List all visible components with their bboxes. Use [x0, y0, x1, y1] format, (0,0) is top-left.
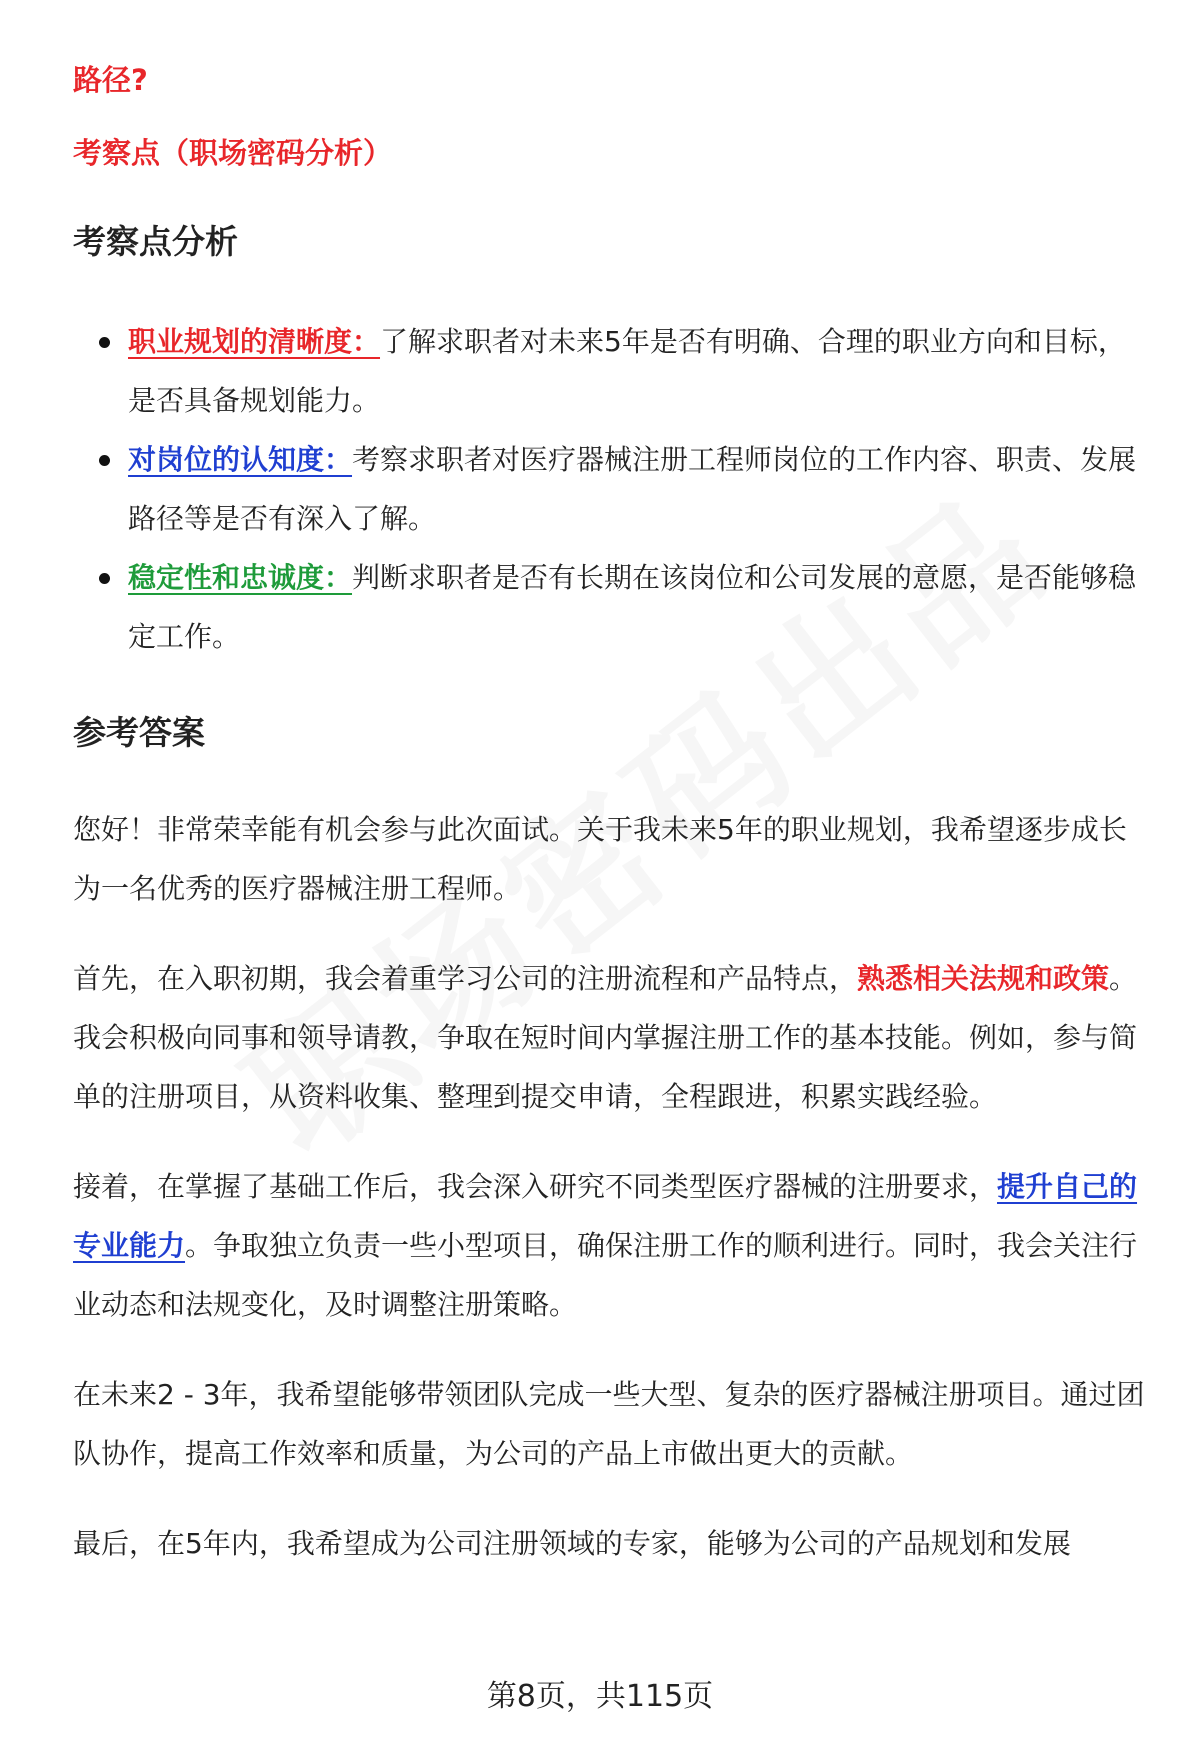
list-item — [128, 548, 1148, 666]
analysis-points-list — [73, 312, 1148, 666]
bullet-icon — [99, 455, 110, 466]
answer-title: 参考答案 — [73, 713, 205, 752]
highlight-skills: 提升自己的专业能力 — [73, 1170, 1138, 1262]
heading-points: 考察点（职场密码分析） — [73, 136, 393, 170]
list-item — [128, 312, 1148, 430]
answer-paragraph-1: 您好！非常荣幸能有机会参与此次面试。关于我未来5年的职业规划，我希望逐步成长为一名优秀的医疗器械注册工程师。 — [73, 813, 1127, 905]
answer-paragraph-2 — [73, 949, 1148, 1126]
list-item — [128, 430, 1148, 548]
point-term: 职业规划的清晰度： — [128, 325, 381, 358]
point-text: 考察求职者对医疗器械注册工程师岗位的工作内容、职责、发展路径等是否有深入了解。 — [128, 443, 1137, 535]
point-text: 判断求职者是否有长期在该岗位和公司发展的意愿，是否能够稳定工作。 — [128, 561, 1137, 653]
page-content — [73, 56, 1148, 1573]
paragraph-text: 接着，在掌握了基础工作后，我会深入研究不同类型医疗器械的注册要求， — [73, 1170, 998, 1203]
page-number: 第8页，共115页 — [486, 1679, 714, 1714]
paragraph-text: 。争取独立负责一些小型项目，确保注册工作的顺利进行。同时，我会关注行业动态和法规变化，及时调整注册策略。 — [73, 1229, 1138, 1321]
analysis-title: 考察点分析 — [73, 222, 238, 261]
bullet-icon — [99, 573, 110, 584]
answer-paragraph-4: 在未来2 - 3年，我希望能够带领团队完成一些大型、复杂的医疗器械注册项目。通过团队协作，提高工作效率和质量，为公司的产品上市做出更大的贡献。 — [73, 1378, 1145, 1470]
paragraph-text: 。我会积极向同事和领导请教，争取在短时间内掌握注册工作的基本技能。例如，参与简单的注册项目，从资料收集、整理到提交申请，全程跟进，积累实践经验。 — [73, 962, 1138, 1113]
point-term: 对岗位的认知度： — [128, 443, 353, 476]
point-term: 稳定性和忠诚度： — [128, 561, 353, 594]
highlight-regulations: 熟悉相关法规和政策 — [857, 962, 1110, 995]
point-text: 了解求职者对未来5年是否有明确、合理的职业方向和目标，是否具备规划能力。 — [128, 325, 1126, 417]
heading-path: 路径? — [73, 63, 148, 97]
answer-paragraph-5: 最后，在5年内，我希望成为公司注册领域的专家，能够为公司的产品规划和发展 — [73, 1527, 1071, 1560]
bullet-icon — [99, 337, 110, 348]
answer-paragraph-3 — [73, 1157, 1148, 1334]
paragraph-text: 首先，在入职初期，我会着重学习公司的注册流程和产品特点， — [73, 962, 858, 995]
